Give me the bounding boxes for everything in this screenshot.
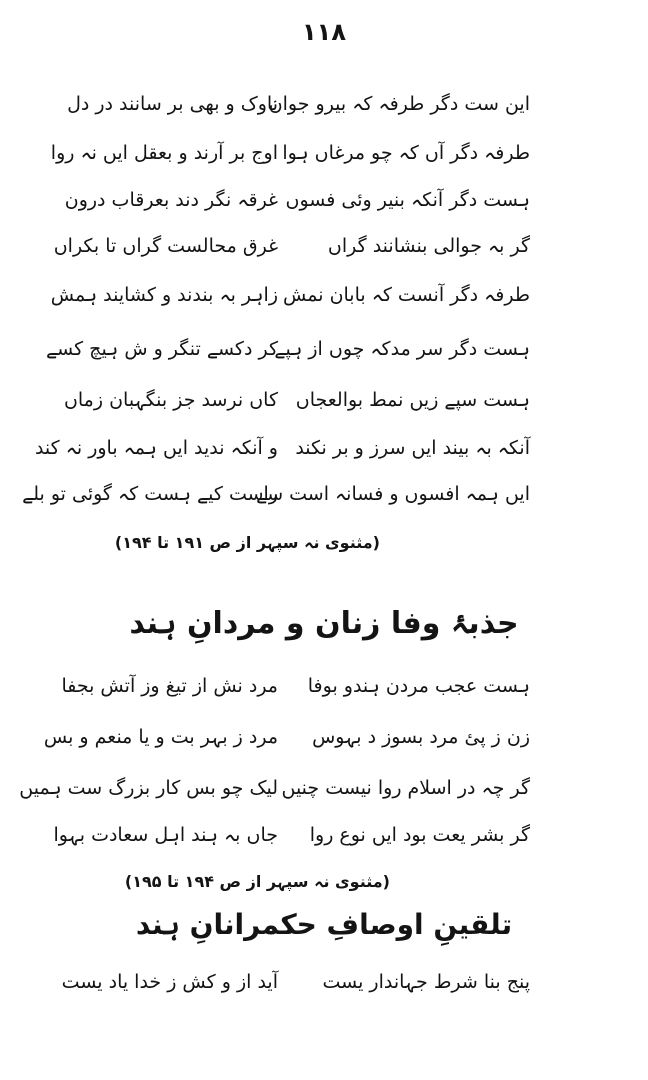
- verse-right: این ست دگر طرفہ کہ بیرو جوان: [268, 93, 530, 115]
- verse-left: غرقہ نگر دند بعرقاب درون: [64, 189, 278, 211]
- couplet: [0, 768, 648, 808]
- citation: (مثنوی نہ سپہر از ص ۱۹۴ تا ۱۹۵): [124, 872, 390, 891]
- couplet: [0, 180, 648, 220]
- couplet: [0, 474, 648, 514]
- verse-right: گر بشر یعت بود ایں نوع روا: [309, 824, 530, 846]
- verse-left: غرق محالست گراں تا بکراں: [53, 235, 278, 257]
- verse-left: کاں نرسد جز بنگہبان زماں: [63, 389, 278, 411]
- verse-right: گر بہ جوالی بنشانند گراں: [327, 235, 530, 257]
- couplet: [0, 84, 648, 124]
- verse-left: آید از و کش ز خدا یاد یست: [61, 971, 278, 993]
- verse-left: و آنکہ ندید ایں ہمہ باور نہ کند: [34, 437, 278, 459]
- couplet: [0, 226, 648, 266]
- verse-right: زن ز پئ مرد بسوز د بہوس: [312, 726, 530, 748]
- couplet: [0, 380, 648, 420]
- citation: (مثنوی نہ سپہر از ص ۱۹۱ تا ۱۹۴): [114, 533, 380, 552]
- section-heading: جذبۂ وفا زنان و مردانِ ہند: [129, 606, 519, 641]
- verse-right: آنکہ بہ بیند ایں سرز و بر نکند: [295, 437, 530, 459]
- verse-left: مرد نش از تیغ وز آتش بجفا: [61, 675, 278, 697]
- couplet: [0, 329, 648, 369]
- verse-right: طرفہ دگر آں کہ چو مرغاں ہوا: [282, 142, 530, 164]
- couplet: [0, 815, 648, 855]
- verse-right: ہست دگر سر مدکہ چوں از ہپے: [274, 338, 530, 360]
- verse-left: جاں بہ ہند اہل سعادت بہوا: [53, 824, 278, 846]
- couplet: [0, 133, 648, 173]
- couplet: [0, 717, 648, 757]
- couplet: [0, 962, 648, 1002]
- verse-left: لیک چو بس کار بزرگ ست ہمیں: [19, 777, 278, 799]
- couplet: [0, 428, 648, 468]
- verse-left: مرد ز بہر بت و یا منعم و بس: [43, 726, 278, 748]
- verse-left: اوج بر آرند و بعقل ایں نہ روا: [50, 142, 278, 164]
- couplet: [0, 275, 648, 315]
- verse-left: راست کیے ہست کہ گوئی تو بلے: [22, 483, 278, 505]
- verse-right: گر چہ در اسلام روا نیست چنیں: [281, 777, 530, 799]
- verse-left: کر دکسے تنگر و ش ہیچ کسے: [46, 338, 278, 360]
- verse-right: پنج بنا شرط جہاندار یست: [322, 971, 530, 993]
- verse-right: ہست سپے زیں نمط بوالعجاں: [295, 389, 530, 411]
- couplet: [0, 666, 648, 706]
- verse-right: ہست عجب مردن ہندو بوفا: [307, 675, 530, 697]
- verse-right: طرفہ دگر آنست کہ بابان نمش: [283, 284, 530, 306]
- verse-right: ایں ہمہ افسوں و فسانہ است سے: [256, 483, 530, 505]
- verse-right: ہست دگر آنکہ بنیر وئی فسوں: [285, 189, 530, 211]
- verse-left: زاہر بہ بندند و کشایند ہمش: [50, 284, 278, 306]
- section-heading: تلقینِ اوصافِ حکمرانانِ ہند: [135, 908, 513, 941]
- page-number: ١١٨: [302, 18, 346, 46]
- verse-left: ناوک و بھی بر سانند در دل: [67, 93, 278, 115]
